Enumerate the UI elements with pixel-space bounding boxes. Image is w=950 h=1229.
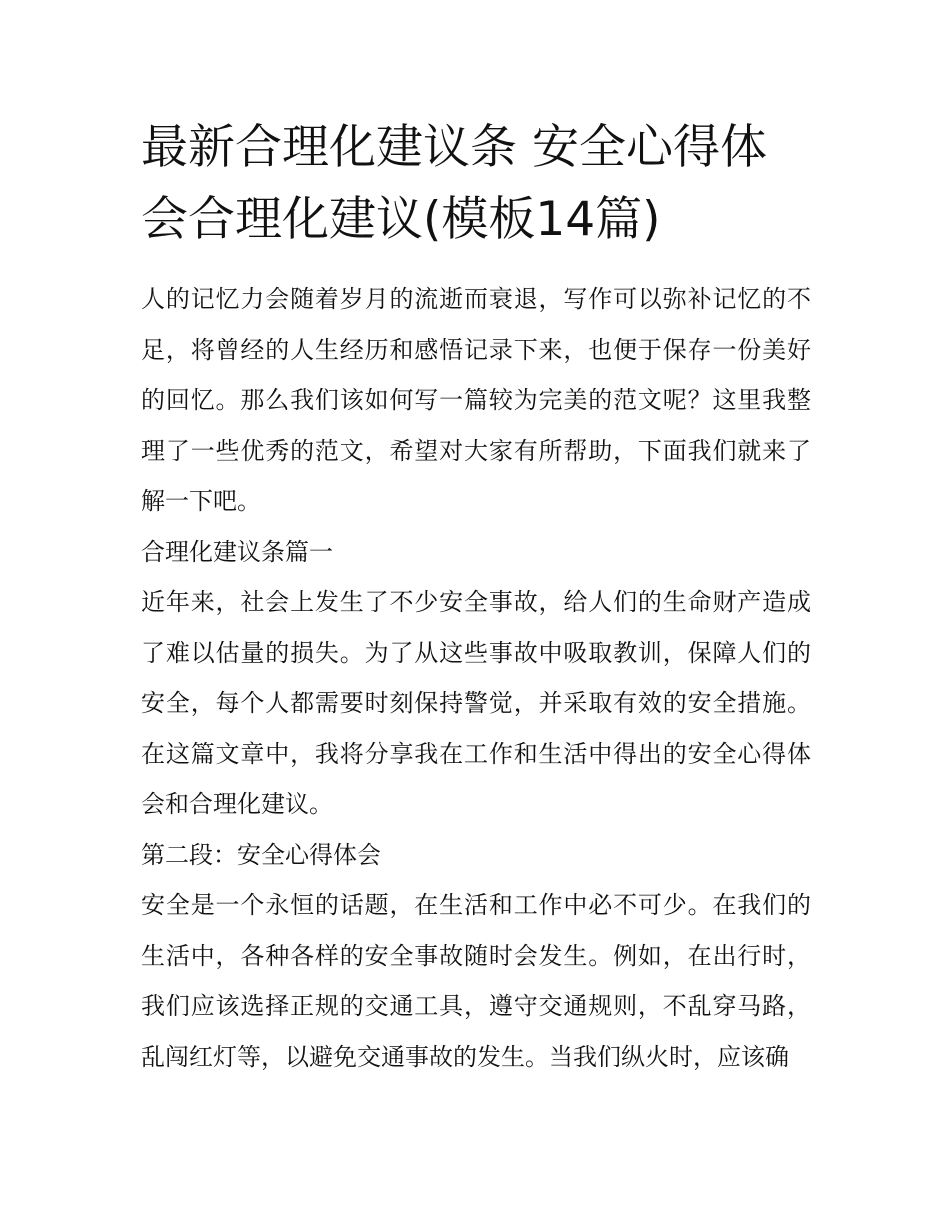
section-heading-1: 合理化建议条篇一	[141, 537, 333, 566]
section-heading-2: 第二段：安全心得体会	[141, 840, 381, 869]
document-content	[141, 112, 811, 1082]
document-title: 最新合理化建议条 安全心得体会合理化建议(模板14篇)	[141, 120, 767, 247]
section-paragraph-1: 近年来，社会上发生了不少安全事故，给人们的生命财产造成了难以估量的损失。为了从这些事故中吸取教训，保障人们的安全，每个人都需要时刻保持警觉，并采取有效的安全措施。在这篇文章中，我将分享我在工作和生活中得出的安全心得体会和合理化建议。	[141, 588, 811, 818]
intro-paragraph: 人的记忆力会随着岁月的流逝而衰退，写作可以弥补记忆的不足，将曾经的人生经历和感悟记录下来，也便于保存一份美好的回忆。那么我们该如何写一篇较为完美的范文呢？这里我整理了一些优秀的范文，希望对大家有所帮助，下面我们就来了解一下吧。	[141, 285, 811, 515]
section-paragraph-2: 安全是一个永恒的话题，在生活和工作中必不可少。在我们的生活中，各种各样的安全事故随时会发生。例如，在出行时，我们应该选择正规的交通工具，遵守交通规则，不乱穿马路，乱闯红灯等，以避免交通事故的发生。当我们纵火时，应该确	[141, 891, 811, 1071]
